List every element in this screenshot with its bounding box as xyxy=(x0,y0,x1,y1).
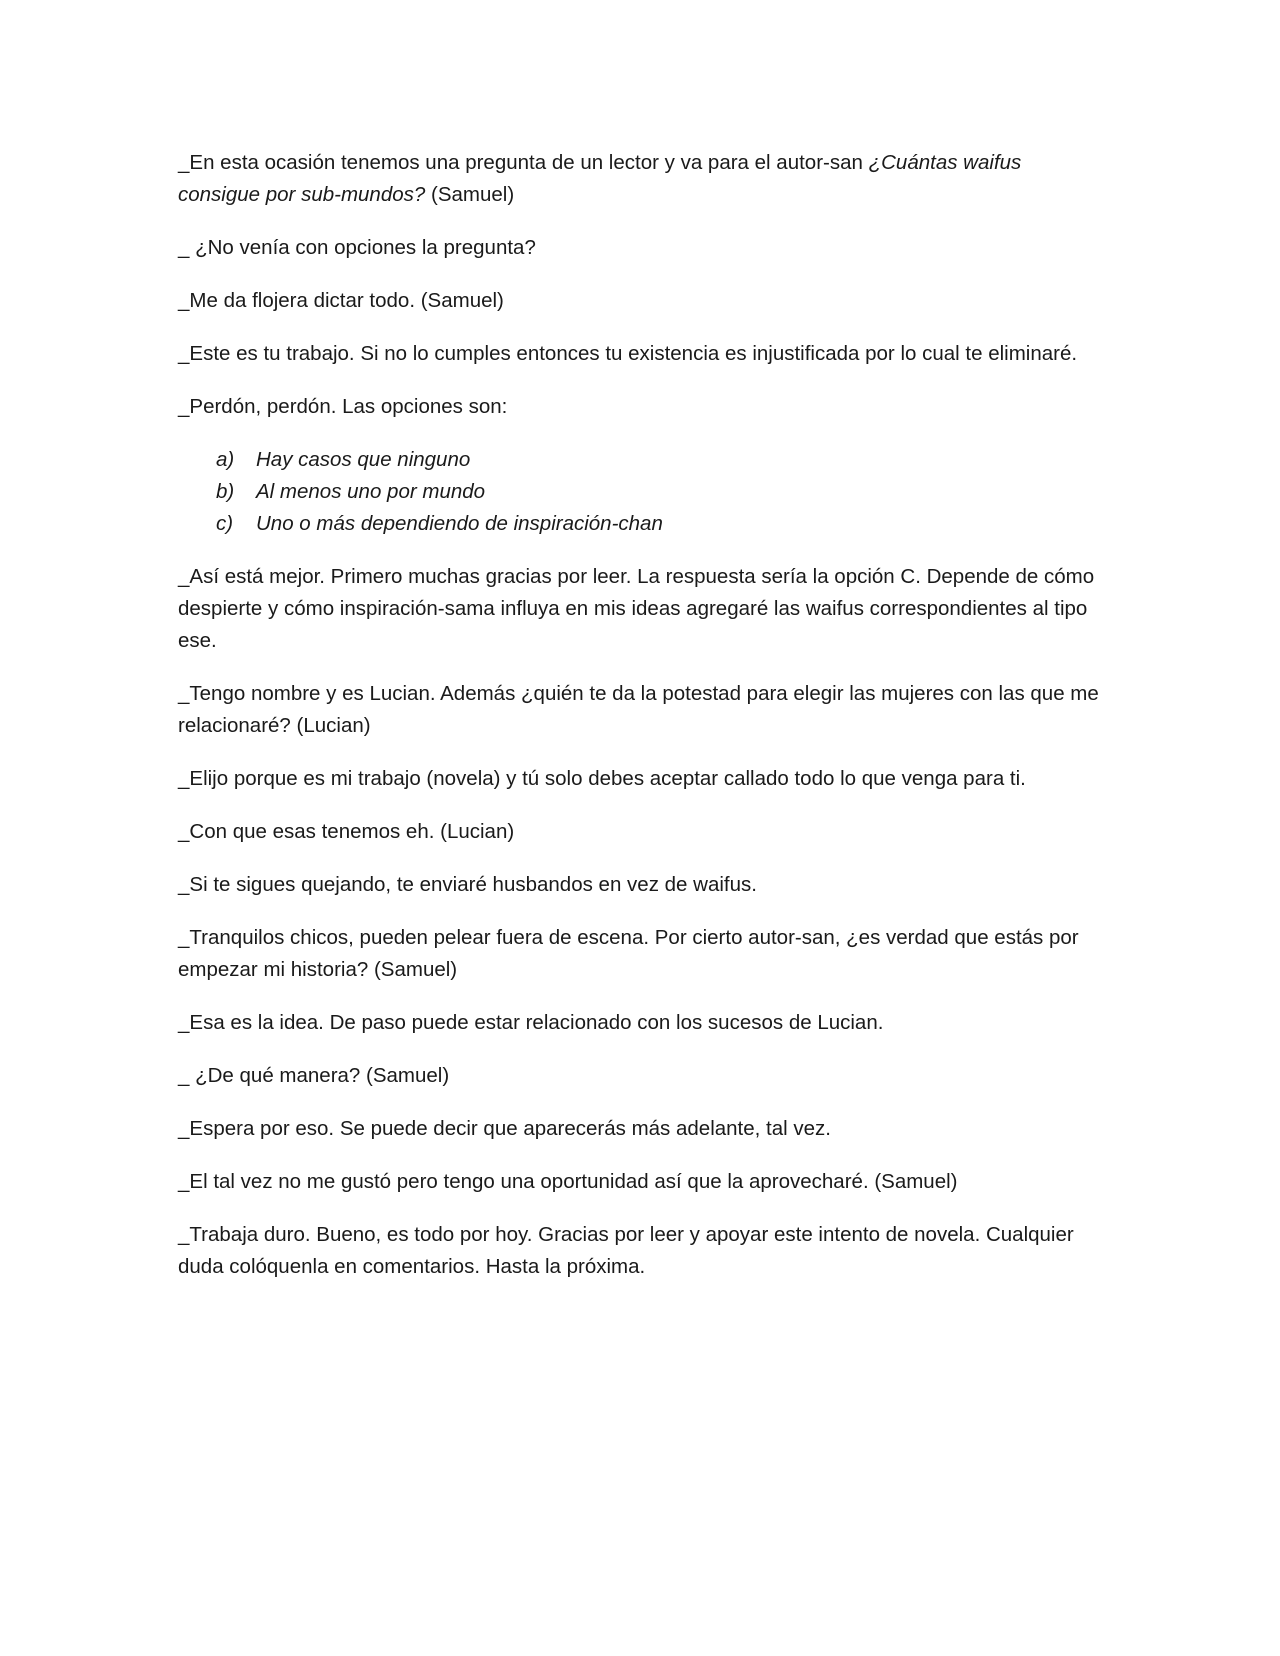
option-item xyxy=(178,508,1108,540)
document-body xyxy=(178,147,1108,1304)
paragraph-reader-question-speaker: (Samuel) xyxy=(425,183,515,206)
paragraph-samuel-story: _Tranquilos chicos, pueden pelear fuera de escena. Por cierto autor-san, ¿es verdad que estás por empezar mi historia? (Samuel) xyxy=(178,926,1079,981)
paragraph-lazy-dictation: _Me da flojera dictar todo. (Samuel) xyxy=(178,289,504,312)
paragraph-answer: _Así está mejor. Primero muchas gracias por leer. La respuesta sería la opción C. Depende de cómo despierte y cómo inspiración-sama influya en mis ideas agregaré las waifus correspondientes al tipo ese. xyxy=(178,565,1095,652)
option-letter: c) xyxy=(216,512,234,535)
reader-question-italic: ¿Cuántas waifus consigue por sub-mundos? xyxy=(178,151,1022,206)
options-list xyxy=(178,444,1108,540)
option-text: Uno o más dependiendo de inspiración-chan xyxy=(256,512,663,535)
paragraph-this-is-your-job: _Este es tu trabajo. Si no lo cumples entonces tu existencia es injustificada por lo cual te eliminaré. xyxy=(178,342,1078,365)
paragraph-author-idea: _Esa es la idea. De paso puede estar relacionado con los sucesos de Lucian. xyxy=(178,1011,884,1034)
paragraph-lucian-reply: _Con que esas tenemos eh. (Lucian) xyxy=(178,820,515,843)
paragraph-husbandos-threat: _Si te sigues quejando, te enviaré husbandos en vez de waifus. xyxy=(178,873,757,896)
paragraph-wait-for-it: _Espera por eso. Se puede decir que aparecerás más adelante, tal vez. xyxy=(178,1117,831,1140)
paragraph-samuel-how: _ ¿De qué manera? (Samuel) xyxy=(178,1064,450,1087)
paragraph-options-intro: _Perdón, perdón. Las opciones son: xyxy=(178,395,508,418)
paragraph-author-choice: _Elijo porque es mi trabajo (novela) y tú solo debes aceptar callado todo lo que venga para ti. xyxy=(178,767,1026,790)
paragraph-options-question: _ ¿No venía con opciones la pregunta? xyxy=(178,236,536,259)
paragraph-samuel-opportunity: _El tal vez no me gustó pero tengo una oportunidad así que la aprovecharé. (Samuel) xyxy=(178,1170,958,1193)
paragraph-closing: _Trabaja duro. Bueno, es todo por hoy. Gracias por leer y apoyar este intento de novela. Cualquier duda colóquenla en comentarios. Hasta la próxima. xyxy=(178,1223,1074,1278)
paragraph-reader-question-intro: _En esta ocasión tenemos una pregunta de un lector y va para el autor-san xyxy=(178,151,869,174)
paragraph-reader-question xyxy=(178,147,1108,211)
option-letter: b) xyxy=(216,480,235,503)
option-item xyxy=(178,476,1108,508)
option-letter: a) xyxy=(216,448,235,471)
paragraph-lucian-name: _Tengo nombre y es Lucian. Además ¿quién te da la potestad para elegir las mujeres con las que me relacionaré? (Lucian) xyxy=(178,682,1099,737)
option-text: Al menos uno por mundo xyxy=(256,480,486,503)
option-item xyxy=(178,444,1108,476)
option-text: Hay casos que ninguno xyxy=(256,448,471,471)
